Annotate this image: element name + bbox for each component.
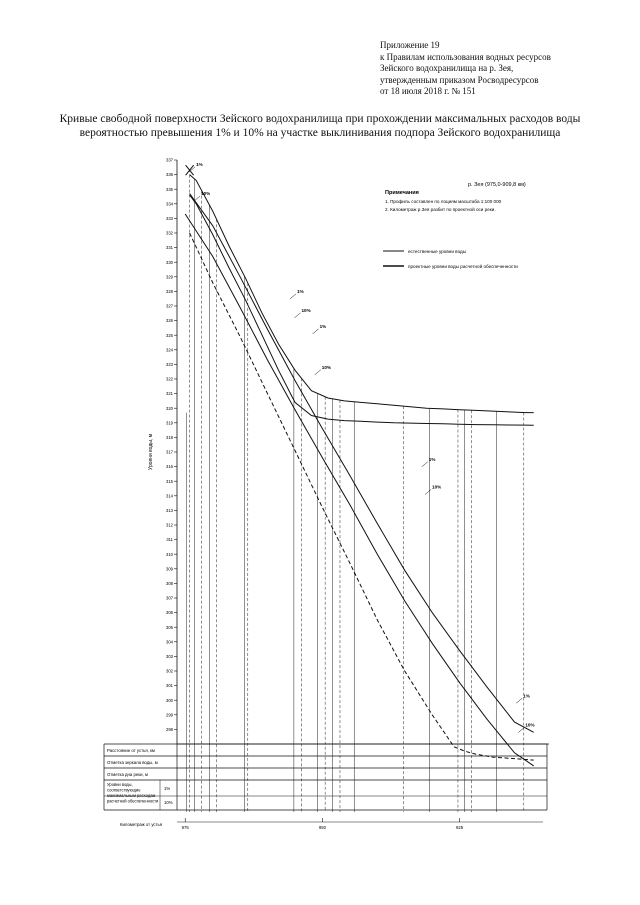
y-tick-label: 308 xyxy=(166,581,173,586)
notes-river: р. Зея (975,0-909,8 км) xyxy=(468,182,526,188)
annotation-label: 10% xyxy=(525,722,535,728)
km-axis-label: Километраж от устья xyxy=(120,822,163,827)
y-tick-label: 302 xyxy=(166,668,173,674)
y-tick-label: 331 xyxy=(166,245,173,251)
series-line-3 xyxy=(185,214,534,766)
appendix-line: утвержденным приказом Росводресурсов xyxy=(380,74,539,85)
annotation-label: 1% xyxy=(196,161,203,167)
annotation-leader xyxy=(313,329,319,334)
chart-title-line-1: Кривые свободной поверхности Зейского водохранилища при прохождении максимальных расходов воды xyxy=(59,113,581,125)
notes-item: 2. Километраж р.Зея разбит по проектной оси реки. xyxy=(385,207,496,212)
y-tick-label: 306 xyxy=(166,610,173,616)
y-axis-label: Уровни воды, м xyxy=(148,433,154,471)
annotation-label: 1% xyxy=(523,693,530,699)
y-tick-label: 333 xyxy=(166,216,173,221)
notes-heading: Примечания xyxy=(385,190,419,196)
annotation-leader xyxy=(194,196,200,201)
annotation-leader xyxy=(518,727,524,732)
y-tick-label: 321 xyxy=(166,391,173,397)
y-tick-label: 312 xyxy=(166,522,173,528)
y-tick-label: 324 xyxy=(166,347,173,353)
y-tick-label: 337 xyxy=(166,157,173,163)
series-layer xyxy=(185,165,534,766)
annotation-leader xyxy=(290,294,296,299)
y-tick-label: 320 xyxy=(166,405,173,411)
y-tick-label: 310 xyxy=(166,551,173,557)
notes-item: 1. Профиль составлен по лоциям масштаба 1:100 000 xyxy=(385,199,502,204)
y-tick-label: 325 xyxy=(166,332,173,338)
table-row-label: расчетной обеспеченности xyxy=(107,798,159,804)
km-tick-label: 975 xyxy=(181,825,189,830)
annotation-label: 1% xyxy=(319,323,327,329)
table-row-label: Отметка дна реки, м xyxy=(107,772,148,777)
y-tick-label: 307 xyxy=(166,595,173,601)
table-row-label: Уровни воды, xyxy=(107,782,133,787)
y-tick-label: 299 xyxy=(166,712,173,718)
y-tick-label: 318 xyxy=(166,435,173,440)
y-tick-label: 311 xyxy=(166,537,173,543)
y-tick-label: 334 xyxy=(166,201,173,207)
y-tick-label: 315 xyxy=(166,478,173,484)
y-tick-label: 327 xyxy=(166,303,173,309)
table-row-label: соответствующие xyxy=(107,787,141,793)
y-tick-label: 300 xyxy=(166,697,173,703)
y-tick-label: 301 xyxy=(166,683,173,689)
annotation-leader xyxy=(315,370,321,375)
appendix-line: Приложение 19 xyxy=(380,40,440,50)
y-tick-label: 304 xyxy=(166,639,173,645)
y-tick-label: 313 xyxy=(166,508,173,513)
legend-label-design: проектные уровни воды расчетной обеспеченности xyxy=(408,264,518,269)
y-tick-label: 329 xyxy=(166,274,173,280)
y-tick-label: 309 xyxy=(166,566,173,572)
y-tick-label: 298 xyxy=(166,727,173,732)
table-subrow-label: 10% xyxy=(164,800,173,805)
y-tick-label: 336 xyxy=(166,172,173,178)
appendix-line: к Правилам использования водных ресурсов xyxy=(380,51,551,62)
annotation-leader xyxy=(294,313,300,318)
y-tick-label: 326 xyxy=(166,318,173,324)
table-row-label: Отметка зеркала воды, м xyxy=(107,760,158,765)
y-tick-label: 323 xyxy=(166,362,173,367)
notes-block xyxy=(385,182,526,212)
table-row-label: максимальным расходам xyxy=(107,793,156,798)
y-tick-label: 330 xyxy=(166,259,173,265)
y-axis xyxy=(148,158,177,732)
y-tick-label: 314 xyxy=(166,493,173,499)
y-tick-label: 322 xyxy=(166,376,173,382)
annotations-layer xyxy=(189,162,534,733)
annotation-label: 1% xyxy=(428,456,436,462)
annotation-leader xyxy=(425,490,431,495)
bottom-data-table xyxy=(104,744,547,830)
y-tick-label: 316 xyxy=(166,464,173,470)
appendix-line: от 18 июля 2018 г. № 151 xyxy=(380,86,476,96)
annotation-leader xyxy=(516,698,522,703)
plot-frame xyxy=(177,160,549,744)
legend-label-natural: естественные уровни воды xyxy=(408,249,467,254)
annotation-label: 10% xyxy=(201,191,211,197)
chart-title-line-2: вероятностью превышения 1% и 10% на участке выклинивания подпора Зейского водохранилища xyxy=(79,127,561,139)
annotation-label: 10% xyxy=(301,307,311,313)
annotation-label: 10% xyxy=(321,364,331,370)
appendix-line: Зейского водохранилища на р. Зея, xyxy=(380,63,514,73)
annotation-leader xyxy=(422,462,428,467)
annotation-label: 1% xyxy=(297,288,304,294)
y-tick-label: 319 xyxy=(166,420,173,426)
y-tick-label: 317 xyxy=(166,449,173,455)
y-tick-label: 305 xyxy=(166,624,173,630)
y-tick-label: 332 xyxy=(166,230,173,236)
y-tick-label: 335 xyxy=(166,186,173,192)
legend xyxy=(383,249,518,269)
km-tick-label: 925 xyxy=(456,825,464,830)
y-tick-label: 328 xyxy=(166,289,173,294)
series-line-2 xyxy=(190,194,534,733)
y-tick-label: 303 xyxy=(166,654,173,659)
km-tick-label: 950 xyxy=(318,825,326,830)
table-row-label: Расстояние от устья, км xyxy=(107,748,155,753)
table-subrow-label: 1% xyxy=(164,786,171,791)
annotation-label: 10% xyxy=(432,484,442,490)
